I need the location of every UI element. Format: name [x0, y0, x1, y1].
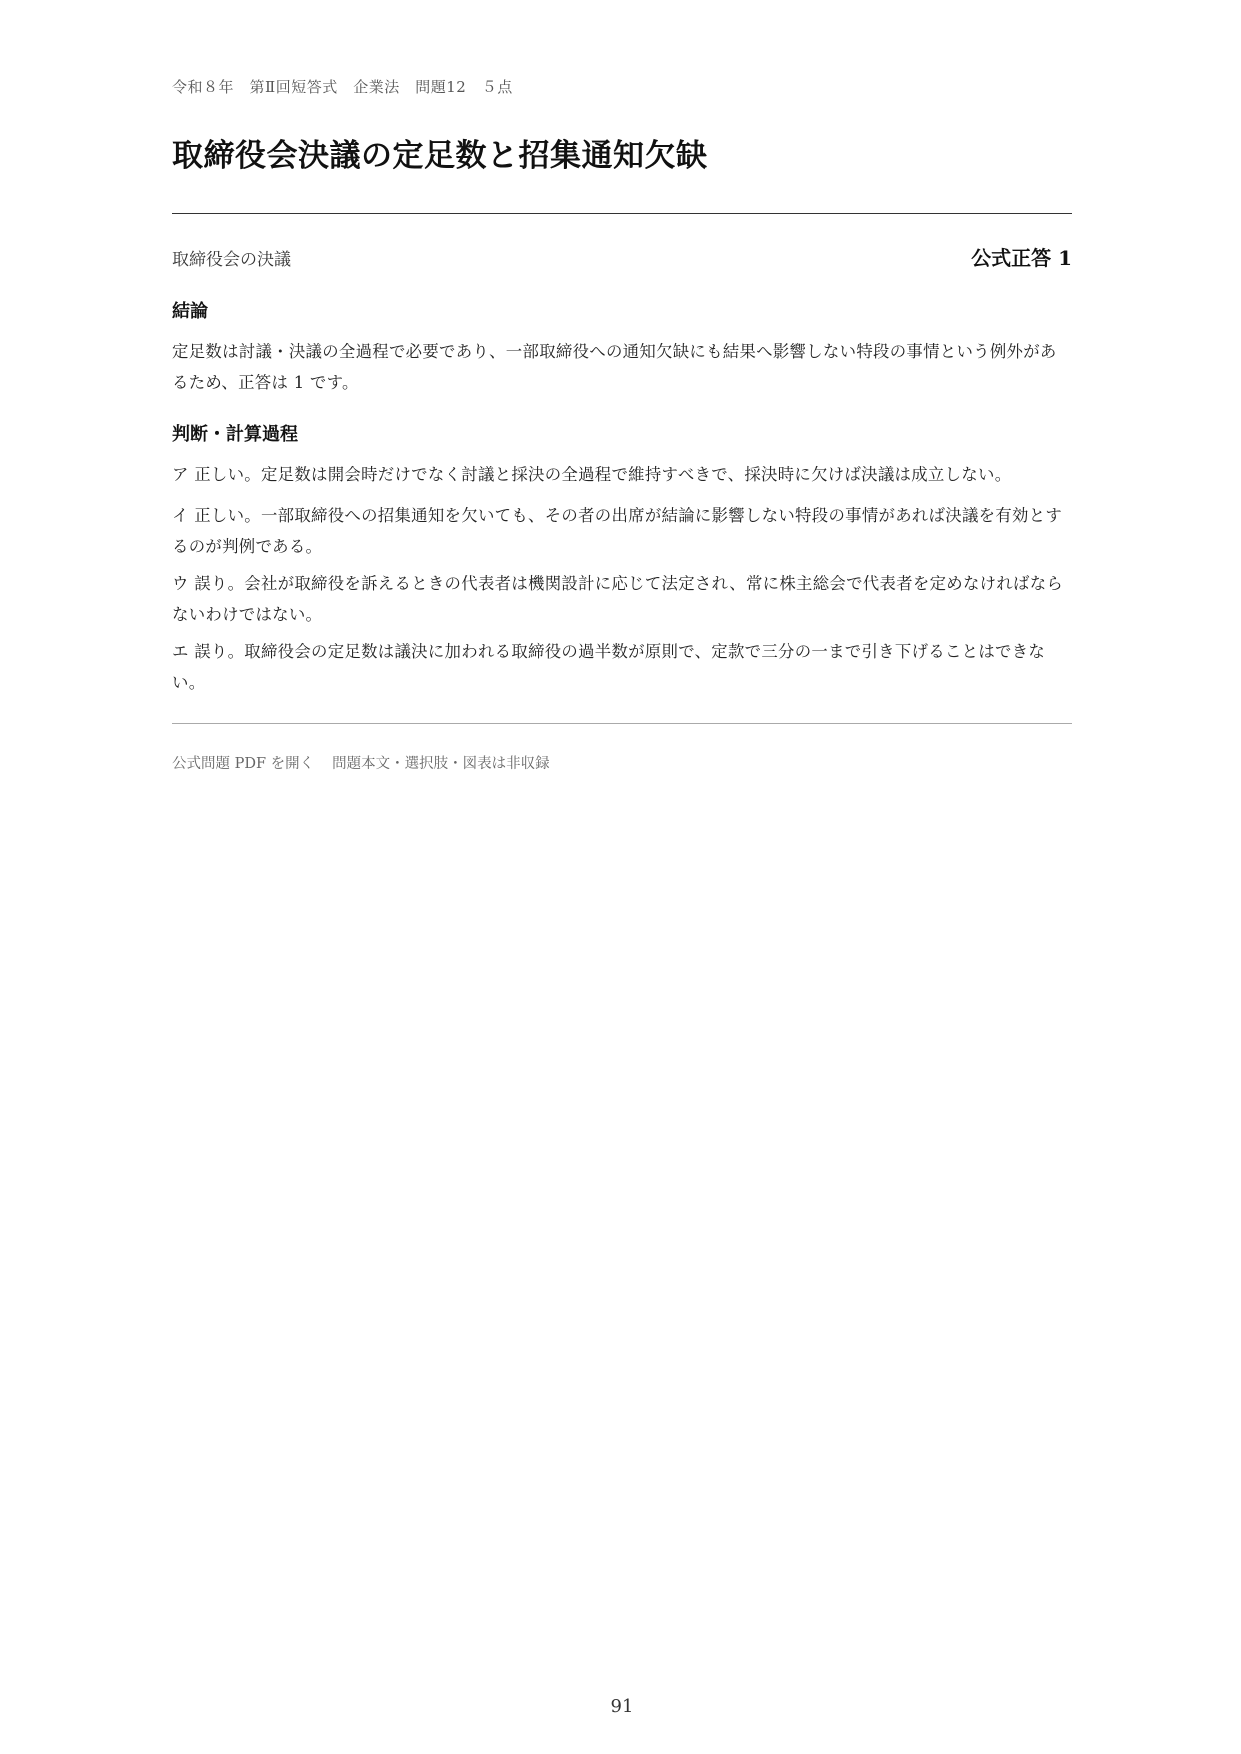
footer-divider — [172, 723, 1072, 724]
option-i-explanation: イ 正しい。一部取締役への招集通知を欠いても、その者の出席が結論に影響しない特段の事情があれば決議を有効とするのが判例である。 — [172, 506, 1063, 556]
exam-meta: 令和８年 第Ⅱ回短答式 企業法 問題12 ５点 — [172, 78, 513, 96]
process-heading: 判断・計算過程 — [172, 424, 298, 445]
footer — [172, 752, 550, 773]
document-page — [172, 0, 1072, 1754]
open-pdf-link[interactable]: 公式問題 PDF を開く — [172, 756, 315, 772]
conclusion-heading: 結論 — [172, 301, 208, 322]
title-divider — [172, 213, 1072, 214]
option-e-explanation: エ 誤り。取締役会の定足数は議決に加われる取締役の過半数が原則で、定款で三分の一まで引き下げることはできない。 — [172, 642, 1046, 692]
page-number: 91 — [610, 1696, 634, 1717]
topic-label: 取締役会の決議 — [172, 250, 291, 270]
option-a-explanation: ア 正しい。定足数は開会時だけでなく討議と採決の全過程で維持すべきで、採決時に欠けば決議は成立しない。 — [172, 465, 1012, 484]
official-answer: 公式正答 1 — [971, 246, 1072, 270]
conclusion-text: 定足数は討議・決議の全過程で必要であり、一部取締役への通知欠缺にも結果へ影響しない特段の事情という例外があるため、正答は 1 です。 — [172, 342, 1057, 392]
page-title: 取締役会決議の定足数と招集通知欠缺 — [172, 138, 708, 174]
footer-note: 問題本文・選択肢・図表は非収録 — [332, 756, 550, 772]
option-u-explanation: ウ 誤り。会社が取締役を訴えるときの代表者は機関設計に応じて法定され、常に株主総会で代表者を定めなければならないわけではない。 — [172, 574, 1064, 624]
